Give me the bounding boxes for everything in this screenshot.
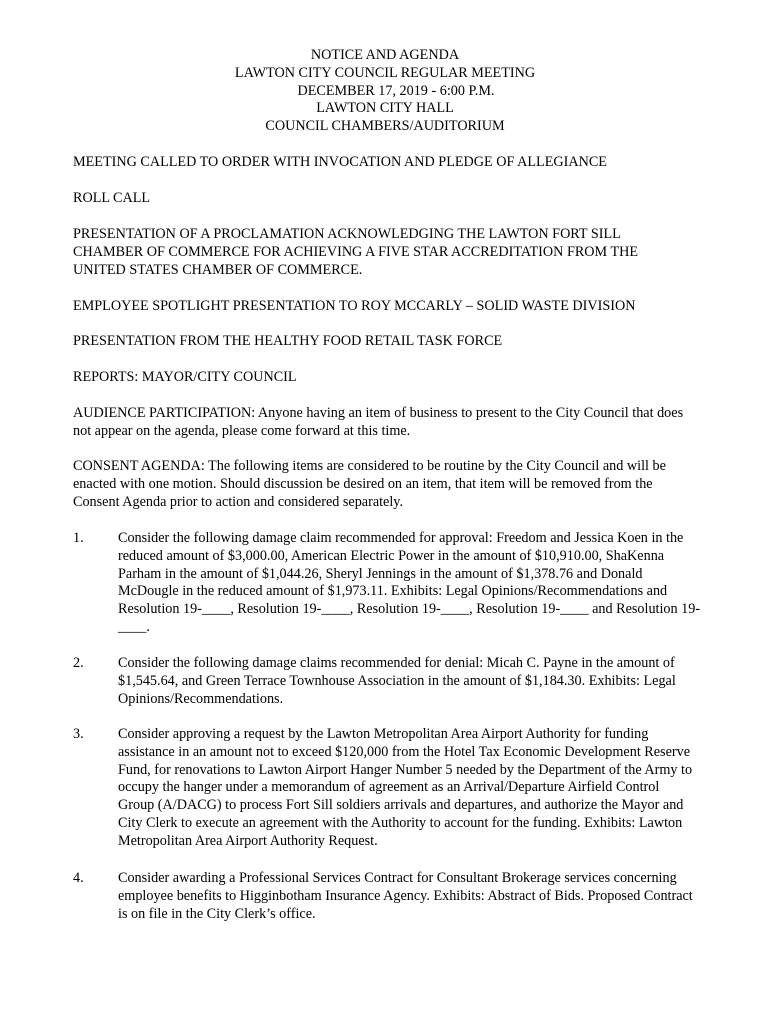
employee-spotlight (73, 298, 703, 316)
item-number: 2. (73, 655, 84, 671)
header-date-time: DECEMBER 17, 2019 - 6:00 P.M. (297, 82, 495, 99)
agenda-header (0, 47, 770, 136)
item-number: 1. (73, 530, 84, 546)
item-text: Consider the following damage claim recommended for approval: Freedom and Jessica Koen in the reduced amount of $3,000.00, American Electric Power in the amount of $10,910.00, ShaKenna Parham in the amount of $1,044.26, Sheryl Jennings in the amount of $1,378.76 and Donald McDougle in the reduced amount of $1,973.11. Exhibits: Legal Opinions/Recommendations and Resolution 19-____, Resolution 19-____, Resolution 19-____, Resolution 19-____ and Resolution 19-____. (118, 530, 701, 635)
healthy-food-text: PRESENTATION FROM THE HEALTHY FOOD RETAIL TASK FORCE (73, 333, 503, 349)
roll-call (73, 190, 703, 208)
reports (73, 369, 703, 387)
audience-participation-text: AUDIENCE PARTICIPATION: Anyone having an item of business to present to the City Council that does not appear on the agenda, please come forward at this time. (73, 405, 684, 439)
call-to-order-text: MEETING CALLED TO ORDER WITH INVOCATION AND PLEDGE OF ALLEGIANCE (73, 154, 607, 170)
consent-agenda-text: CONSENT AGENDA: The following items are considered to be routine by the City Council and will be enacted with one motion. Should discussion be desired on an item, that item will be removed from the Consent Agenda prior to action and considered separately. (73, 458, 666, 510)
employee-spotlight-text: EMPLOYEE SPOTLIGHT PRESENTATION TO ROY MCCARLY – SOLID WASTE DIVISION (73, 298, 636, 314)
item-number: 4. (73, 870, 84, 886)
header-location: LAWTON CITY HALL (316, 100, 454, 117)
roll-call-text: ROLL CALL (73, 190, 151, 206)
audience-participation (73, 405, 703, 441)
header-title: NOTICE AND AGENDA (310, 47, 460, 63)
header-meeting-name: LAWTON CITY COUNCIL REGULAR MEETING (234, 64, 536, 81)
healthy-food-presentation (73, 333, 703, 351)
proclamation-text: PRESENTATION OF A PROCLAMATION ACKNOWLEDGING THE LAWTON FORT SILL CHAMBER OF COMMERCE FOR ACHIEVING A FIVE STAR ACCREDITATION FROM THE UNITED STATES CHAMBER OF COMMERCE. (73, 226, 639, 278)
call-to-order (73, 154, 703, 172)
item-text: Consider the following damage claims recommended for denial: Micah C. Payne in the amount of $1,545.64, and Green Terrace Townhouse Association in the amount of $1,184.30. Exhibits: Legal Opinions/Recommendations. (118, 655, 676, 707)
item-number: 3. (73, 726, 84, 742)
reports-text: REPORTS: MAYOR/CITY COUNCIL (73, 369, 297, 385)
consent-agenda (73, 458, 695, 511)
proclamation-presentation (73, 226, 691, 279)
header-room: COUNCIL CHAMBERS/AUDITORIUM (265, 118, 505, 135)
item-text: Consider awarding a Professional Services Contract for Consultant Brokerage services concerning employee benefits to Higginbotham Insurance Agency. Exhibits: Abstract of Bids. Proposed Contract is on file in the City Clerk’s office. (118, 870, 693, 922)
item-text: Consider approving a request by the Lawton Metropolitan Area Airport Authority for funding assistance in an amount not to exceed $120,000 from the Hotel Tax Economic Development Reserve Fund, for renovations to Lawton Airport Hanger Number 5 needed by the Department of the Army to occupy the hanger under a memorandum of agreement as an Arrival/Departure Airfield Control Group (A/DACG) to process Fort Sill soldiers arrivals and departures, and authorize the Mayor and City Clerk to execute an agreement with the Authority to account for the funding. Exhibits: Lawton Metropolitan Area Airport Authority Request. (118, 726, 693, 849)
